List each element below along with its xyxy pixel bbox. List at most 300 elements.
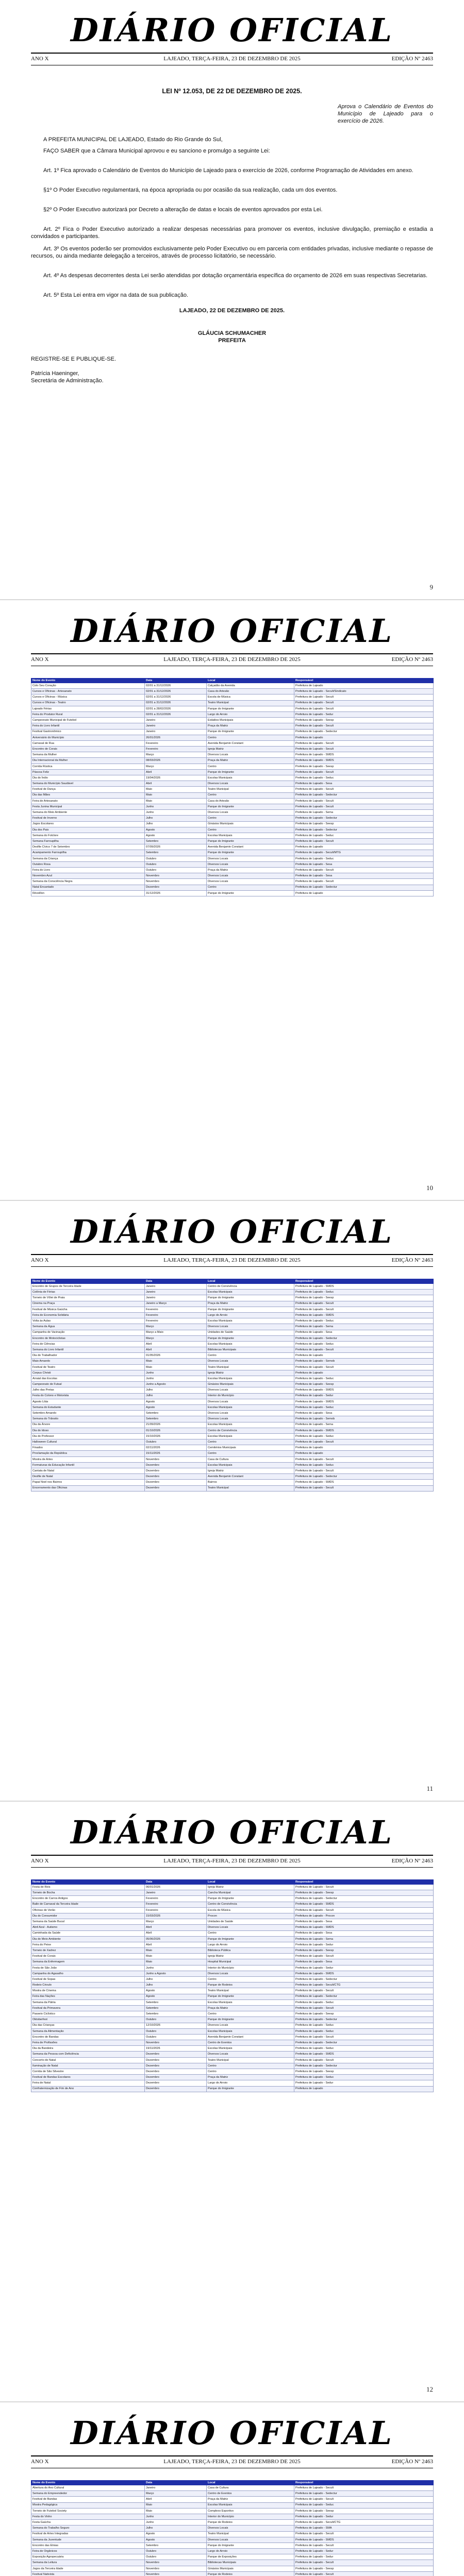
cell-place: Casa de Cultura bbox=[207, 1456, 294, 1462]
cell-responsible: Prefeitura de Lajeado - Sedectur bbox=[294, 1474, 434, 1480]
cell-date: Fevereiro bbox=[145, 1312, 207, 1318]
table-row bbox=[31, 689, 434, 694]
table-row bbox=[31, 1376, 434, 1382]
cell-date: Novembro bbox=[145, 2560, 207, 2566]
table-row bbox=[31, 2566, 434, 2571]
cell-responsible: Prefeitura de Lajeado - Seduc bbox=[294, 2075, 434, 2080]
table-header-row bbox=[31, 2481, 434, 2485]
cell-responsible: Prefeitura de Lajeado - Sedectur bbox=[294, 1977, 434, 1982]
table-row bbox=[31, 769, 434, 775]
table-row bbox=[31, 1971, 434, 1976]
col-header-event: Nome do Evento bbox=[31, 1279, 145, 1284]
cell-place: Interior do Município bbox=[207, 1965, 294, 1971]
cell-event: Festival de Sopas bbox=[31, 1977, 145, 1982]
cell-date: Maio bbox=[145, 1954, 207, 1959]
cell-place: Escolas Municipais bbox=[207, 1462, 294, 1468]
cell-responsible: Prefeitura de Lajeado - Secult bbox=[294, 1468, 434, 1474]
table-row bbox=[31, 1422, 434, 1428]
table-row bbox=[31, 798, 434, 804]
cell-event: Dia do Professor bbox=[31, 1433, 145, 1439]
cell-place: Diversos Locais bbox=[207, 2023, 294, 2028]
cell-date: Novembro bbox=[145, 873, 207, 879]
cell-place: Teatro Municipal bbox=[207, 787, 294, 792]
cell-place: Teatro Municipal bbox=[207, 1988, 294, 1994]
cell-date: Agosto bbox=[145, 1988, 207, 1994]
table-row bbox=[31, 844, 434, 850]
cell-responsible: Prefeitura de Lajeado - Sedur bbox=[294, 2554, 434, 2560]
cell-event: Feira de Economia Solidária bbox=[31, 1312, 145, 1318]
cell-event: Semana da Mulher bbox=[31, 752, 145, 758]
cell-responsible: Prefeitura de Lajeado - Sedur bbox=[294, 1393, 434, 1399]
table-row bbox=[31, 1290, 434, 1295]
cell-responsible: Prefeitura de Lajeado - Seduc bbox=[294, 1290, 434, 1295]
page-number: 12 bbox=[426, 2385, 433, 2393]
cell-place: Escolas Municipais bbox=[207, 2028, 294, 2034]
cell-responsible: Prefeitura de Lajeado - Secult bbox=[294, 2034, 434, 2040]
cell-event: Semana do Livro Infantil bbox=[31, 1347, 145, 1353]
table-row bbox=[31, 2005, 434, 2011]
cell-date: 12/10/2026 bbox=[145, 2023, 207, 2028]
table-row bbox=[31, 1919, 434, 1925]
table-row bbox=[31, 1416, 434, 1422]
cell-event: Semana da Saúde Bucal bbox=[31, 1919, 145, 1925]
cell-place: Parque do Imigrante bbox=[207, 769, 294, 775]
cell-responsible: Prefeitura de Lajeado bbox=[294, 1445, 434, 1451]
law-ementa: Aprova o Calendário de Eventos do Município de Lajeado para o exercício de 2026. bbox=[338, 104, 433, 124]
cell-responsible: Prefeitura de Lajeado - Seduc bbox=[294, 1999, 434, 2005]
cell-place: Diversos Locais bbox=[207, 879, 294, 885]
table-row bbox=[31, 1913, 434, 1919]
cell-place: Parque de Rodeios bbox=[207, 2520, 294, 2526]
col-header-responsible: Responsável bbox=[294, 1279, 434, 1284]
cell-responsible: Prefeitura de Lajeado - Secult bbox=[294, 2571, 434, 2576]
page-separator bbox=[0, 1801, 464, 1802]
cell-responsible: Prefeitura de Lajeado - Seduc bbox=[294, 1376, 434, 1382]
cell-place: Biblioteca Pública bbox=[207, 1948, 294, 1954]
masthead-title: DIÁRIO OFICIAL bbox=[70, 11, 394, 49]
cell-event: Festival de Inverno bbox=[31, 816, 145, 821]
cell-place: Escolas Municipais bbox=[207, 1422, 294, 1428]
cell-date: Janeiro a Março bbox=[145, 1301, 207, 1307]
cell-date: Abril bbox=[145, 1341, 207, 1347]
cell-event: Semana da Pessoa com Deficiência bbox=[31, 2052, 145, 2057]
cell-responsible: Prefeitura de Lajeado - Sedectur bbox=[294, 885, 434, 890]
cell-date: Novembro bbox=[145, 2566, 207, 2571]
page-number: 10 bbox=[426, 1184, 433, 1192]
cell-responsible: Prefeitura de Lajeado - SMDS bbox=[294, 1312, 434, 1318]
col-header-place: Local bbox=[207, 679, 294, 683]
table-row bbox=[31, 735, 434, 740]
cell-place: Parque do Imigrante bbox=[207, 890, 294, 896]
cell-event: Dia dos Pais bbox=[31, 827, 145, 833]
cell-place: Igreja Matriz bbox=[207, 1370, 294, 1376]
cell-event: Semana da Consciência Negra bbox=[31, 879, 145, 885]
cell-event: Festa de São João bbox=[31, 1965, 145, 1971]
table-row bbox=[31, 879, 434, 885]
page-4 bbox=[0, 1802, 464, 2401]
cell-date: Dezembro bbox=[145, 1474, 207, 1480]
events-table bbox=[31, 678, 434, 896]
cell-event: Cantata de Natal bbox=[31, 1468, 145, 1474]
cell-event: Semana da Enfermagem bbox=[31, 1959, 145, 1965]
cell-date: Maio bbox=[145, 1364, 207, 1370]
cell-date: Março bbox=[145, 752, 207, 758]
cell-responsible: Prefeitura de Lajeado bbox=[294, 1451, 434, 1456]
cell-responsible: Prefeitura de Lajeado - SMA bbox=[294, 2526, 434, 2531]
cell-place: Centro bbox=[207, 816, 294, 821]
header-year: ANO X bbox=[31, 1257, 49, 1263]
table-row bbox=[31, 2549, 434, 2554]
table-row bbox=[31, 2560, 434, 2566]
table-row bbox=[31, 1359, 434, 1364]
cell-responsible: Prefeitura de Lajeado - SMDS bbox=[294, 758, 434, 764]
cell-event: Iluminação de Natal bbox=[31, 2063, 145, 2069]
cell-responsible: Prefeitura de Lajeado - Sedectur bbox=[294, 816, 434, 821]
cell-place: Diversos Locais bbox=[207, 1324, 294, 1330]
cell-date: Março bbox=[145, 1335, 207, 1341]
cell-responsible: Prefeitura de Lajeado - Secult bbox=[294, 700, 434, 706]
cell-date: Dezembro bbox=[145, 2086, 207, 2092]
table-row bbox=[31, 2086, 434, 2092]
cell-date: Novembro bbox=[145, 2040, 207, 2046]
cell-event: Festival Nativista bbox=[31, 2571, 145, 2576]
cell-responsible: Prefeitura de Lajeado - Seduc bbox=[294, 1462, 434, 1468]
cell-place: Avenida Benjamin Constant bbox=[207, 2034, 294, 2040]
cell-place: Parque do Imigrante bbox=[207, 839, 294, 844]
cell-responsible: Prefeitura de Lajeado - Secult bbox=[294, 1364, 434, 1370]
cell-date: 02/01 a 28/02/2026 bbox=[145, 706, 207, 711]
cell-event: Festa Gaúcha bbox=[31, 2520, 145, 2526]
cell-responsible: Prefeitura de Lajeado - Sema bbox=[294, 1324, 434, 1330]
law-paragraph2: §2º O Poder Executivo autorizará por Decreto a alteração de datas e locais de eventos aprovados por esta Lei. bbox=[43, 207, 323, 213]
header-year: ANO X bbox=[31, 2459, 49, 2465]
cell-date: Abril bbox=[145, 1942, 207, 1947]
cell-date: Junho bbox=[145, 2514, 207, 2519]
events-table bbox=[31, 2480, 434, 2576]
cell-place: Parque do Imigrante bbox=[207, 1307, 294, 1312]
cell-date: 02/01 a 31/12/2026 bbox=[145, 700, 207, 706]
cell-responsible: Prefeitura de Lajeado - Secult bbox=[294, 1907, 434, 1913]
cell-responsible: Prefeitura de Lajeado - Secult bbox=[294, 1301, 434, 1307]
cell-date: Maio bbox=[145, 1359, 207, 1364]
cell-date: Maio bbox=[145, 792, 207, 798]
law-art1: Art. 1º Fica aprovado o Calendário de Eventos do Município de Lajeado para o exercício de 2026, conforme Programação de Atividades em anexo. bbox=[43, 167, 413, 174]
cell-event: Dia das Mães bbox=[31, 792, 145, 798]
cell-place: Parque do Imigrante bbox=[207, 2017, 294, 2023]
cell-date: Junho bbox=[145, 804, 207, 809]
cell-place: Unidades de Saúde bbox=[207, 1919, 294, 1925]
cell-date: 15/03/2026 bbox=[145, 1913, 207, 1919]
cell-date: Junho bbox=[145, 1965, 207, 1971]
cell-responsible: Prefeitura de Lajeado - Semob bbox=[294, 1359, 434, 1364]
table-row bbox=[31, 2491, 434, 2497]
cell-event: Páscoa Feliz bbox=[31, 769, 145, 775]
col-header-event: Nome do Evento bbox=[31, 2481, 145, 2485]
cell-place: Praça da Matriz bbox=[207, 1301, 294, 1307]
cell-date: Janeiro bbox=[145, 1290, 207, 1295]
cell-responsible: Prefeitura de Lajeado - Secult bbox=[294, 2005, 434, 2011]
table-row bbox=[31, 1999, 434, 2005]
cell-date: Setembro bbox=[145, 1999, 207, 2005]
cell-place: Escolas Municipais bbox=[207, 1999, 294, 2005]
cell-date: Abril bbox=[145, 781, 207, 787]
cell-event: Desfile Cívico 7 de Setembro bbox=[31, 844, 145, 850]
cell-place: Centro bbox=[207, 2011, 294, 2017]
page-5 bbox=[0, 2403, 464, 2576]
col-header-date: Data bbox=[145, 679, 207, 683]
cell-place: Unidades de Saúde bbox=[207, 1330, 294, 1335]
cell-date: 15/11/2026 bbox=[145, 1451, 207, 1456]
table-row bbox=[31, 1977, 434, 1982]
cell-place: Praça da Matriz bbox=[207, 758, 294, 764]
table-row bbox=[31, 1433, 434, 1439]
cell-event: Proclamação da República bbox=[31, 1451, 145, 1456]
cell-responsible: Prefeitura de Lajeado - Secult bbox=[294, 1885, 434, 1890]
cell-date: Janeiro bbox=[145, 1284, 207, 1290]
table-header-row bbox=[31, 1880, 434, 1885]
col-header-date: Data bbox=[145, 1279, 207, 1284]
cell-place: Largo do Arroio bbox=[207, 1312, 294, 1318]
cell-date: Setembro bbox=[145, 839, 207, 844]
cell-place: Centro bbox=[207, 1353, 294, 1359]
table-row bbox=[31, 1301, 434, 1307]
cell-event: Passeio Ciclístico bbox=[31, 2011, 145, 2017]
cell-event: Réveillon bbox=[31, 890, 145, 896]
cell-date: Agosto bbox=[145, 2531, 207, 2537]
cell-place: Centro bbox=[207, 764, 294, 769]
cell-event: Aniversário do Município bbox=[31, 735, 145, 740]
cell-responsible: Prefeitura de Lajeado - Seduc bbox=[294, 2028, 434, 2034]
cell-place: Largo do Arroio bbox=[207, 1942, 294, 1947]
cell-date: Janeiro bbox=[145, 1890, 207, 1896]
cell-place: Parque do Imigrante bbox=[207, 1936, 294, 1942]
table-row bbox=[31, 2023, 434, 2028]
cell-place: Centro bbox=[207, 1977, 294, 1982]
cell-date: Novembro bbox=[145, 1456, 207, 1462]
table-row bbox=[31, 1994, 434, 1999]
cell-responsible: Prefeitura de Lajeado - SMDS bbox=[294, 1971, 434, 1976]
header-rule-bottom bbox=[31, 1266, 433, 1267]
signer-role: PREFEITA bbox=[218, 337, 246, 344]
table-row bbox=[31, 1404, 434, 1410]
cell-responsible: Prefeitura de Lajeado - Secult bbox=[294, 2497, 434, 2502]
masthead-title: DIÁRIO OFICIAL bbox=[70, 612, 394, 650]
cell-responsible: Prefeitura de Lajeado - Seesp bbox=[294, 1295, 434, 1301]
cell-date: Outubro bbox=[145, 2017, 207, 2023]
cell-place: Casa do Artesão bbox=[207, 689, 294, 694]
cell-place: Igreja Matriz bbox=[207, 747, 294, 752]
cell-event: Festa Junina Municipal bbox=[31, 804, 145, 809]
cell-responsible: Prefeitura de Lajeado - Sedectur bbox=[294, 792, 434, 798]
cell-date: Março bbox=[145, 1919, 207, 1925]
cell-event: Rodeio Crioulo bbox=[31, 1982, 145, 1988]
cell-place: Escolas Municipais bbox=[207, 1433, 294, 1439]
cell-responsible: Prefeitura de Lajeado - Seduc bbox=[294, 1433, 434, 1439]
cell-event: Corrida de São Silvestre bbox=[31, 2069, 145, 2075]
page-separator bbox=[0, 599, 464, 600]
cell-date: 02/01 a 31/12/2026 bbox=[145, 711, 207, 717]
table-row bbox=[31, 1428, 434, 1433]
header-rule bbox=[31, 1254, 433, 1255]
cell-place: Diversos Locais bbox=[207, 1399, 294, 1404]
cell-event: Feira do Livro Infantil bbox=[31, 723, 145, 729]
cell-responsible: Prefeitura de Lajeado bbox=[294, 844, 434, 850]
cell-place: Centro bbox=[207, 792, 294, 798]
col-header-responsible: Responsável bbox=[294, 2481, 434, 2485]
table-row bbox=[31, 1364, 434, 1370]
cell-date: Fevereiro bbox=[145, 740, 207, 746]
cell-event: Festival da Primavera bbox=[31, 2005, 145, 2011]
table-row bbox=[31, 1439, 434, 1445]
header-rule bbox=[31, 53, 433, 54]
cell-event: Dia do Consumidor bbox=[31, 1913, 145, 1919]
cell-date: Abril bbox=[145, 769, 207, 775]
table-row bbox=[31, 2046, 434, 2052]
cell-place: Diversos Locais bbox=[207, 856, 294, 861]
cell-place: Praça da Matriz bbox=[207, 868, 294, 873]
cell-event: Dia do Trabalhador bbox=[31, 1353, 145, 1359]
cell-event: Dia Internacional da Mulher bbox=[31, 758, 145, 764]
cell-responsible: Prefeitura de Lajeado - Seesp bbox=[294, 1382, 434, 1387]
cell-date: Dezembro bbox=[145, 1480, 207, 1485]
table-row bbox=[31, 2017, 434, 2023]
cell-event: Festival de Música Gaúcha bbox=[31, 1307, 145, 1312]
cell-place: Complexo Esportivo bbox=[207, 2508, 294, 2514]
cell-place: Casa de Cultura bbox=[207, 2485, 294, 2491]
cell-event: Semana da Pátria bbox=[31, 1999, 145, 2005]
cell-place: Centro bbox=[207, 1451, 294, 1456]
table-row bbox=[31, 1925, 434, 1930]
cell-responsible: Prefeitura de Lajeado - Secult bbox=[294, 769, 434, 775]
cell-date: Dezembro bbox=[145, 2075, 207, 2080]
cell-place: Escolas Municipais bbox=[207, 2502, 294, 2508]
cell-responsible: Prefeitura de Lajeado - Secult bbox=[294, 694, 434, 700]
law-intro: A PREFEITA MUNICIPAL DE LAJEADO, Estado do Rio Grande do Sul, bbox=[43, 137, 223, 143]
cell-place: Calçadão da Avenida bbox=[207, 683, 294, 689]
table-row bbox=[31, 2075, 434, 2080]
cell-place: Escolas Municipais bbox=[207, 1290, 294, 1295]
header-rule bbox=[31, 653, 433, 654]
cell-responsible: Prefeitura de Lajeado - Sedur bbox=[294, 1942, 434, 1947]
cell-date: Abril bbox=[145, 2497, 207, 2502]
header-rule bbox=[31, 2455, 433, 2456]
cell-event: Torneio de Futebol Society bbox=[31, 2508, 145, 2514]
cell-responsible: Prefeitura de Lajeado - Secult bbox=[294, 1954, 434, 1959]
cell-event: Encontro de Bandas bbox=[31, 2034, 145, 2040]
table-row bbox=[31, 1307, 434, 1312]
table-row bbox=[31, 1982, 434, 1988]
header-edition: EDIÇÃO Nº 2463 bbox=[391, 656, 433, 663]
table-row bbox=[31, 1902, 434, 1907]
events-table bbox=[31, 1279, 434, 1492]
cell-responsible: Prefeitura de Lajeado - Sema bbox=[294, 1422, 434, 1428]
cell-date: Abril bbox=[145, 1347, 207, 1353]
cell-event: Encerramento das Oficinas bbox=[31, 1485, 145, 1491]
register-publish: REGISTRE-SE E PUBLIQUE-SE. bbox=[31, 356, 117, 362]
cell-responsible: Prefeitura de Lajeado - Seesp bbox=[294, 718, 434, 723]
table-row bbox=[31, 1382, 434, 1387]
table-row bbox=[31, 1411, 434, 1416]
cell-event: Encontro de Grupos de Terceira Idade bbox=[31, 1284, 145, 1290]
cell-date: Março bbox=[145, 2491, 207, 2497]
cell-responsible: Prefeitura de Lajeado - Secult bbox=[294, 2485, 434, 2491]
law-art4: Art. 4º As despesas decorrentes desta Lei serão atendidas por dotação orçamentária específica do orçamento de 2026 em suas respectivas Secretarias. bbox=[43, 273, 428, 279]
cell-date: Agosto bbox=[145, 1399, 207, 1404]
cell-responsible: Prefeitura de Lajeado - Secult bbox=[294, 1456, 434, 1462]
table-row bbox=[31, 1988, 434, 1994]
page-3 bbox=[0, 1201, 464, 1801]
table-row bbox=[31, 1393, 434, 1399]
cell-place: Centro bbox=[207, 2063, 294, 2069]
table-row bbox=[31, 792, 434, 798]
cell-place: Parque de Rodeios bbox=[207, 1982, 294, 1988]
table-row bbox=[31, 839, 434, 844]
page-number: 11 bbox=[426, 1785, 433, 1792]
table-row bbox=[31, 1480, 434, 1485]
cell-responsible: Prefeitura de Lajeado - Secult bbox=[294, 2560, 434, 2566]
cell-event: Colônia de Férias bbox=[31, 1290, 145, 1295]
cell-responsible: Prefeitura de Lajeado - SMDS bbox=[294, 2537, 434, 2543]
cell-place: Ginásios Municipais bbox=[207, 1382, 294, 1387]
cell-place: Avenida Benjamin Constant bbox=[207, 1474, 294, 1480]
cell-place: Cancha Municipal bbox=[207, 1890, 294, 1896]
cell-date: 06/01/2026 bbox=[145, 1885, 207, 1890]
table-row bbox=[31, 1965, 434, 1971]
table-row bbox=[31, 729, 434, 735]
col-header-event: Nome do Evento bbox=[31, 1880, 145, 1885]
table-row bbox=[31, 868, 434, 873]
table-row bbox=[31, 2531, 434, 2537]
cell-place: Parque do Imigrante bbox=[207, 850, 294, 856]
cell-responsible: Prefeitura de Lajeado - Sesa bbox=[294, 1930, 434, 1936]
cell-responsible: Prefeitura de Lajeado - Secult/MTG bbox=[294, 850, 434, 856]
table-row bbox=[31, 873, 434, 879]
cell-responsible: Prefeitura de Lajeado - SMDS bbox=[294, 1902, 434, 1907]
cell-event: Arraial das Escolas bbox=[31, 1376, 145, 1382]
cell-place: Largo do Arroio bbox=[207, 711, 294, 717]
cell-date: Outubro bbox=[145, 1439, 207, 1445]
cell-responsible: Prefeitura de Lajeado - Secult bbox=[294, 747, 434, 752]
cell-date: 19/04/2026 bbox=[145, 775, 207, 781]
masthead-title: DIÁRIO OFICIAL bbox=[70, 2414, 394, 2452]
table-row bbox=[31, 861, 434, 867]
table-row bbox=[31, 2554, 434, 2560]
cell-event: Dia do Índio bbox=[31, 775, 145, 781]
cell-event: Oktoberfest bbox=[31, 2017, 145, 2023]
cell-date: Setembro bbox=[145, 2543, 207, 2548]
cell-place: Escolas Municipais bbox=[207, 1376, 294, 1382]
cell-date: Agosto bbox=[145, 1404, 207, 1410]
table-header-row bbox=[31, 679, 434, 683]
cell-place: Parque do Imigrante bbox=[207, 729, 294, 735]
cell-place: Centro bbox=[207, 1930, 294, 1936]
cell-event: Campanha do Agasalho bbox=[31, 1971, 145, 1976]
cell-event: Caminhada da Saúde bbox=[31, 1930, 145, 1936]
table-row bbox=[31, 1462, 434, 1468]
cell-date: 02/01 a 31/12/2026 bbox=[145, 683, 207, 689]
cell-date: Outubro bbox=[145, 2554, 207, 2560]
masthead-title: DIÁRIO OFICIAL bbox=[70, 1814, 394, 1851]
cell-responsible: Prefeitura de Lajeado - SMDS bbox=[294, 1387, 434, 1393]
cell-date: Julho bbox=[145, 1393, 207, 1399]
cell-responsible: Prefeitura de Lajeado - Sedur bbox=[294, 2549, 434, 2554]
header-edition: EDIÇÃO Nº 2463 bbox=[391, 2459, 433, 2465]
cell-responsible: Prefeitura de Lajeado - Seesp bbox=[294, 2508, 434, 2514]
cell-date: Outubro bbox=[145, 868, 207, 873]
cell-place: Diversos Locais bbox=[207, 1971, 294, 1976]
cell-place: Teatro Municipal bbox=[207, 700, 294, 706]
cell-date: Abril bbox=[145, 1930, 207, 1936]
